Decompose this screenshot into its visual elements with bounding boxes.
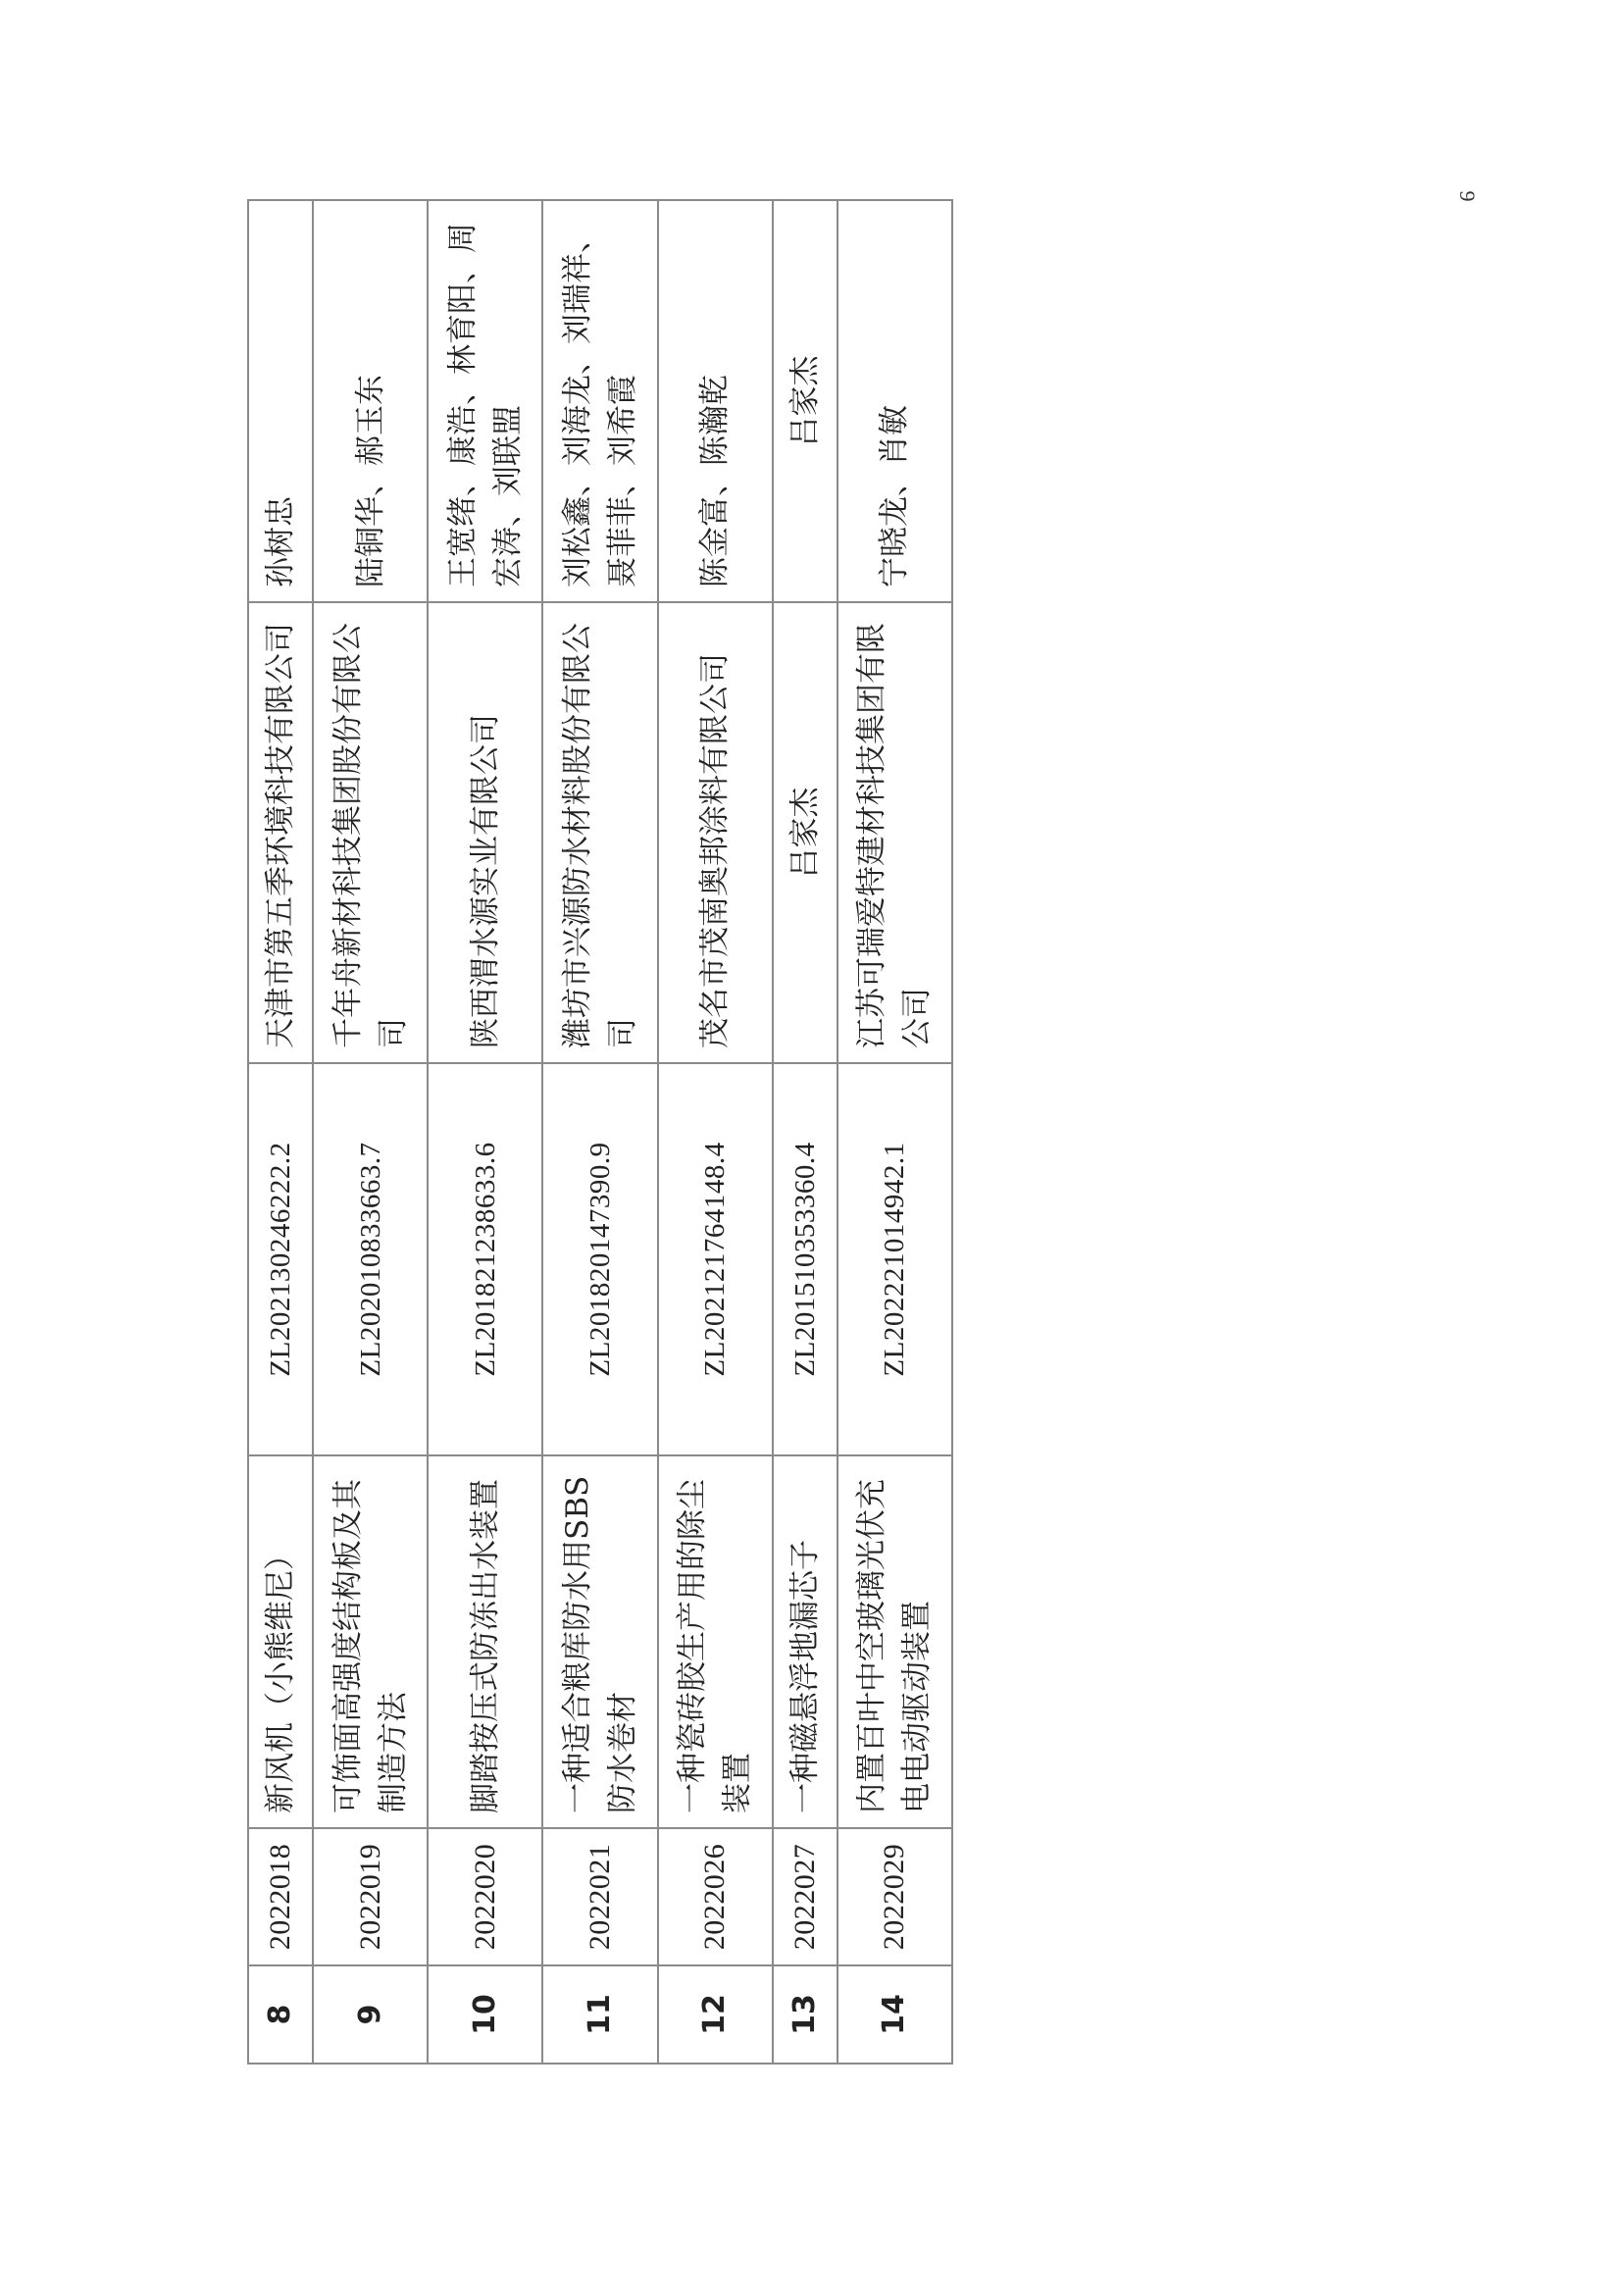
patent-number: ZL202221014942.1 bbox=[837, 1063, 952, 1455]
award-table bbox=[247, 199, 953, 2065]
row-number: 12 bbox=[658, 1965, 773, 2064]
row-number: 9 bbox=[313, 1965, 428, 2064]
project-name: 一种磁悬浮地漏芯子 bbox=[773, 1455, 837, 1828]
inventors: 陈金富、陈瀚乾 bbox=[658, 200, 773, 602]
row-number: 11 bbox=[542, 1965, 657, 2064]
inventors: 宁晓龙、肖敏 bbox=[837, 200, 952, 602]
project-name: 一种瓷砖胶生产用的除尘装置 bbox=[658, 1455, 773, 1828]
inventors: 陆铜华、郝玉东 bbox=[313, 200, 428, 602]
row-number: 8 bbox=[248, 1965, 313, 2064]
patent-number: ZL201820147390.9 bbox=[542, 1063, 657, 1455]
organization: 千年舟新材科技集团股份有限公司 bbox=[313, 602, 428, 1063]
award-code: 2022018 bbox=[248, 1828, 313, 1965]
patent-number: ZL201821238633.6 bbox=[428, 1063, 542, 1455]
project-name: 一种适合粮库防水用SBS防水卷材 bbox=[542, 1455, 657, 1828]
page-number: 9 bbox=[1455, 190, 1480, 202]
inventors: 王宽绪、康浩、林育阳、周宏涛、刘联盟 bbox=[428, 200, 542, 602]
table-row bbox=[773, 200, 837, 2064]
inventors: 孙树忠 bbox=[248, 200, 313, 602]
award-code: 2022019 bbox=[313, 1828, 428, 1965]
award-code: 2022027 bbox=[773, 1828, 837, 1965]
inventors: 吕家杰 bbox=[773, 200, 837, 602]
patent-number: ZL202130246222.2 bbox=[248, 1063, 313, 1455]
patent-number: ZL202121764148.4 bbox=[658, 1063, 773, 1455]
project-name: 可饰面高强度结构板及其制造方法 bbox=[313, 1455, 428, 1828]
award-code: 2022020 bbox=[428, 1828, 542, 1965]
table-row bbox=[428, 200, 542, 2064]
organization: 江苏可瑞爱特建材科技集团有限公司 bbox=[837, 602, 952, 1063]
row-number: 10 bbox=[428, 1965, 542, 2064]
award-code: 2022026 bbox=[658, 1828, 773, 1965]
patent-number: ZL202010833663.7 bbox=[313, 1063, 428, 1455]
organization: 潍坊市兴源防水材料股份有限公司 bbox=[542, 602, 657, 1063]
table-row bbox=[313, 200, 428, 2064]
inventors: 刘松鑫、刘海龙、刘瑞祥、聂菲菲、刘希霞 bbox=[542, 200, 657, 602]
award-table-rotated bbox=[247, 201, 953, 2065]
organization: 吕家杰 bbox=[773, 602, 837, 1063]
organization: 天津市第五季环境科技有限公司 bbox=[248, 602, 313, 1063]
row-number: 13 bbox=[773, 1965, 837, 2064]
project-name: 脚踏按压式防冻出水装置 bbox=[428, 1455, 542, 1828]
organization: 茂名市茂南奥邦涂料有限公司 bbox=[658, 602, 773, 1063]
award-code: 2022029 bbox=[837, 1828, 952, 1965]
organization: 陕西渭水源实业有限公司 bbox=[428, 602, 542, 1063]
patent-number: ZL201510353360.4 bbox=[773, 1063, 837, 1455]
project-name: 新风机（小熊维尼） bbox=[248, 1455, 313, 1828]
table-row bbox=[837, 200, 952, 2064]
project-name: 内置百叶中空玻璃光伏充电电动驱动装置 bbox=[837, 1455, 952, 1828]
award-code: 2022021 bbox=[542, 1828, 657, 1965]
table-row bbox=[248, 200, 313, 2064]
table-row bbox=[542, 200, 657, 2064]
table-row bbox=[658, 200, 773, 2064]
row-number: 14 bbox=[837, 1965, 952, 2064]
